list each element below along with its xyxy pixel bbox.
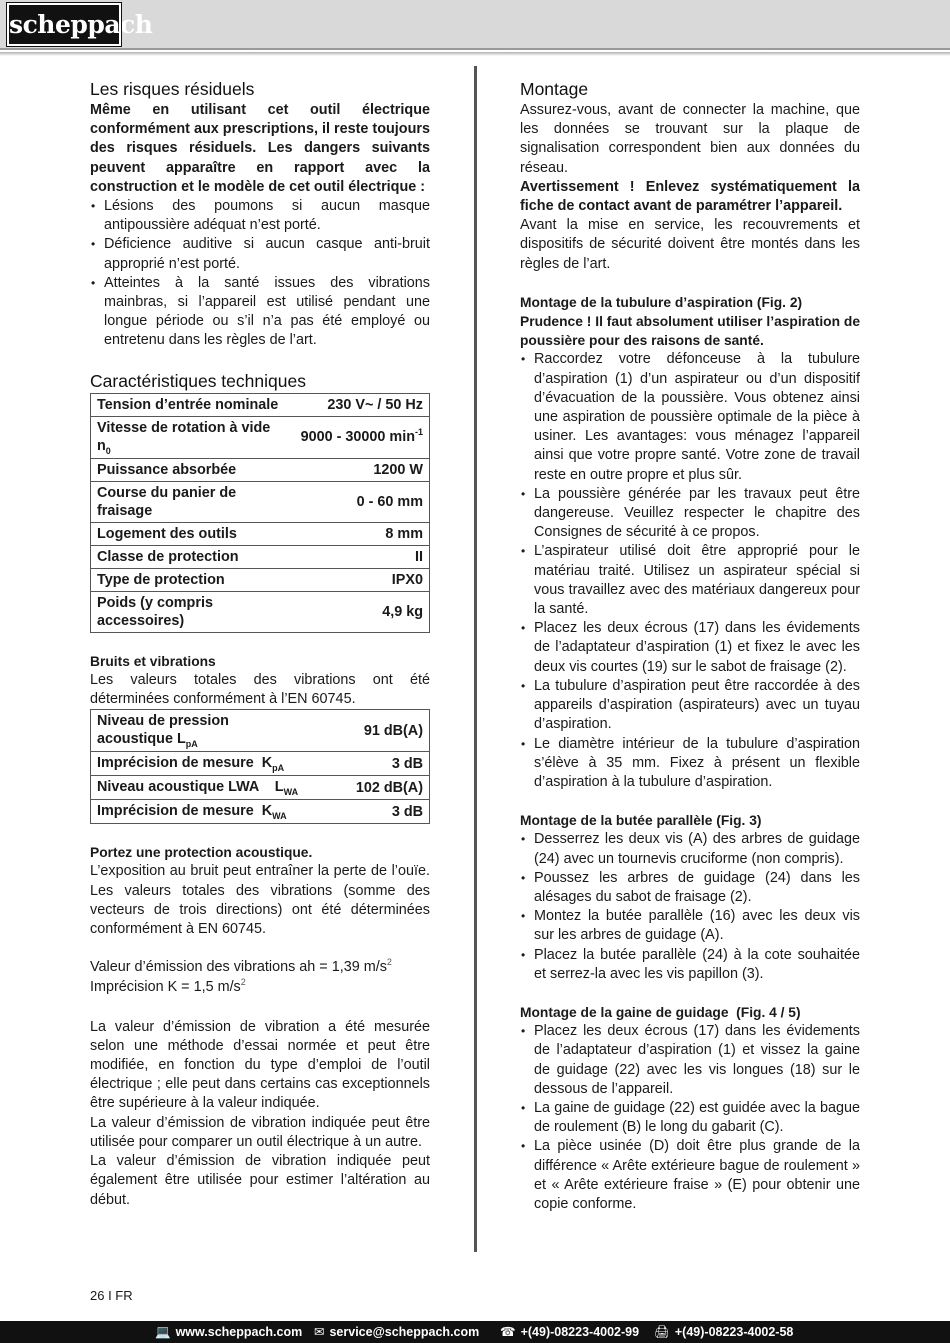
caution-text: Prudence ! Il faut absolument utiliser l’aspiration de poussière pour des raisons de santé. bbox=[520, 314, 860, 349]
section-subtitle: Montage de la butée parallèle (Fig. 3) bbox=[520, 813, 762, 829]
noise-label: Imprécision de mesure $K_{WA}$ bbox=[91, 800, 305, 824]
noise-value: 91 dB(A) bbox=[304, 710, 429, 752]
list-item: • Desserrez les deux vis (A) des arbres de guidage (24) avec un tournevis cruciforme (non compris). bbox=[520, 830, 860, 868]
section-subtitle: Montage de la gaine de guidage (Fig. 4 / 5) bbox=[520, 1004, 801, 1020]
table-row bbox=[91, 752, 430, 776]
section-title: Caractéristiques techniques bbox=[90, 370, 306, 391]
list-item: • Placez la butée parallèle (24) à la cote souhaitée et serrez-la avec les vis papillon (3). bbox=[520, 946, 860, 984]
spec-label: Vitesse de rotation à vide $n_0$ bbox=[91, 416, 291, 458]
page-header bbox=[0, 0, 950, 50]
footer-website[interactable]: 💻 www.scheppach.com bbox=[155, 1321, 302, 1343]
section-subtitle: Bruits et vibrations bbox=[90, 653, 216, 669]
spec-value: 230 V~ / 50 Hz bbox=[291, 393, 430, 416]
section-title: Montage bbox=[520, 79, 589, 99]
spec-value: IPX0 bbox=[291, 568, 430, 591]
section-subtitle: Portez une protection acoustique. bbox=[90, 845, 313, 861]
noise-value: 102 dB(A) bbox=[304, 776, 429, 800]
noise-label: Niveau acoustique LWA $L_{WA}$ bbox=[91, 776, 305, 800]
section-subtitle: Montage de la tubulure d’aspiration (Fig. 2) bbox=[520, 294, 803, 310]
mail-icon: ✉ bbox=[314, 1325, 325, 1339]
table-row bbox=[91, 416, 430, 458]
parallel-stop-list bbox=[520, 830, 860, 984]
left-column bbox=[90, 78, 430, 1210]
parallel-stop-section bbox=[520, 811, 860, 984]
spec-label: Tension d’entrée nominale bbox=[91, 393, 291, 416]
fax-icon: 🖨 bbox=[654, 1325, 670, 1339]
list-item: • Lésions des poumons si aucun masque antipoussière adéquat n’est porté. bbox=[90, 197, 430, 235]
table-row bbox=[91, 522, 430, 545]
list-item: • La gaine de guidage (22) est guidée avec la bague de roulement (B) le long du gabarit (C). bbox=[520, 1099, 860, 1137]
spec-value: 9000 - 30000 $\min^{-1}$ bbox=[291, 416, 430, 458]
table-row bbox=[91, 710, 430, 752]
list-item: • Déficience auditive si aucun casque anti-bruit approprié n’est porté. bbox=[90, 235, 430, 273]
imprecision-value: Imprécision K = 1,5 $m/s^2$ bbox=[90, 977, 246, 996]
paragraph: L’exposition au bruit peut entraîner la perte de l’ouïe. Les valeurs totales des vibrations (somme des vecteurs de trois directions) ont été déterminées conformément à EN 60745. bbox=[90, 863, 430, 938]
noise-table bbox=[90, 709, 430, 824]
footer-phone: ☎ +(49)-08223-4002-99 bbox=[500, 1321, 639, 1343]
page-footer bbox=[0, 1321, 950, 1343]
table-row bbox=[91, 481, 430, 522]
page-number: 26 I FR bbox=[90, 1288, 133, 1303]
guide-sleeve-list bbox=[520, 1022, 860, 1214]
list-item: • Placez les deux écrous (17) dans les évidements de l’adaptateur d’aspiration (1) et fixez le avec les deux vis courtes (19) sur le sabot de fraisage (2). bbox=[520, 619, 860, 677]
guide-sleeve-section bbox=[520, 1003, 860, 1214]
spec-value: II bbox=[291, 545, 430, 568]
list-item: • La pièce usinée (D) doit être plus grande de la différence « Arête extérieure bague de roulement » et « Arête extérieure fraise » (E) pour obtenir une copie conforme. bbox=[520, 1137, 860, 1214]
list-item: • Poussez les arbres de guidage (24) dans les alésages du sabot de fraisage (2). bbox=[520, 869, 860, 907]
table-row bbox=[91, 800, 430, 824]
list-item: • Montez la butée parallèle (16) avec les deux vis sur les arbres de guidage (A). bbox=[520, 907, 860, 945]
list-item: • Atteintes à la santé issues des vibrations mainbras, si l’appareil est utilisé pendant une longue période ou s’il n’a pas été employé ou entretenu dans les règles de l’art. bbox=[90, 274, 430, 351]
emission-value: Valeur d’émission des vibrations ah = 1,39 $m/s^2$ bbox=[90, 957, 392, 976]
spec-value: 4,9 kg bbox=[291, 591, 430, 632]
computer-icon: 💻 bbox=[155, 1325, 171, 1339]
technical-specs-section bbox=[90, 370, 430, 633]
right-column bbox=[520, 78, 860, 1214]
noise-value: 3 dB bbox=[304, 752, 429, 776]
spec-label: Poids (y compris accessoires) bbox=[91, 591, 291, 632]
section-title: Les risques résiduels bbox=[90, 79, 255, 99]
paragraph: La valeur d’émission de vibration indiquée peut également être utilisée pour estimer l’altération au début. bbox=[90, 1153, 430, 1208]
table-row bbox=[91, 545, 430, 568]
paragraph: Avant la mise en service, les recouvrements et dispositifs de sécurité doivent être montés dans les règles de l’art. bbox=[520, 217, 860, 272]
warning-text: Avertissement ! Enlevez systématiquement la fiche de contact avant de paramétrer l’appareil. bbox=[520, 178, 860, 215]
paragraph: La valeur d’émission de vibration a été mesurée selon une méthode d’essai normée et peut être modifiée, en fonction du type d’emploi de l’outil électrique ; elle peut dans certains cas exceptionnels être supérieure à la valeur indiquée. bbox=[90, 1018, 430, 1112]
spec-label: Type de protection bbox=[91, 568, 291, 591]
spec-label: Course du panier de fraisage bbox=[91, 481, 291, 522]
paragraph: Assurez-vous, avant de connecter la machine, que les données se trouvant sur la plaque de signalisation correspondent bien aux données du réseau. bbox=[520, 102, 860, 176]
suction-pipe-section bbox=[520, 293, 860, 792]
list-item: • L’aspirateur utilisé doit être approprié pour le matériau traité. Utilisez un aspirateur spécial si vous travaillez avec des matériaux dangereux pour la santé. bbox=[520, 542, 860, 619]
suction-pipe-list bbox=[520, 350, 860, 792]
noise-value: 3 dB bbox=[304, 800, 429, 824]
table-row bbox=[91, 393, 430, 416]
hearing-protection-section bbox=[90, 843, 430, 1209]
spec-label: Puissance absorbée bbox=[91, 458, 291, 481]
spec-value: 0 - 60 mm bbox=[291, 481, 430, 522]
specs-table bbox=[90, 393, 430, 633]
header-shadow bbox=[0, 52, 950, 56]
spec-label: Classe de protection bbox=[91, 545, 291, 568]
assembly-section bbox=[520, 78, 860, 274]
noise-label: Niveau de pression acoustique $L_{pA}$ bbox=[91, 710, 305, 752]
spec-value: 1200 W bbox=[291, 458, 430, 481]
noise-label: Imprécision de mesure $K_{pA}$ bbox=[91, 752, 305, 776]
paragraph: La valeur d’émission de vibration indiquée peut être utilisée pour comparer un outil électrique à un autre. bbox=[90, 1114, 430, 1150]
list-item: • La poussière générée par les travaux peut être dangereuse. Veuillez respecter le chapitre des Consignes de sécurité à ce propos. bbox=[520, 485, 860, 543]
list-item: • Placez les deux écrous (17) dans les évidements de l’adaptateur d’aspiration (1) et vissez la gaine de guidage (22) avec les vis longues (18) sur le dessous de l’appareil. bbox=[520, 1022, 860, 1099]
footer-fax: 🖨 +(49)-08223-4002-58 bbox=[654, 1321, 793, 1343]
table-row bbox=[91, 591, 430, 632]
list-item: • Le diamètre intérieur de la tubulure d’aspiration s’élève à 35 mm. Fixez à présent un flexible d’aspiration à la tubulure d’aspiration. bbox=[520, 735, 860, 793]
table-row bbox=[91, 568, 430, 591]
residual-risks-section bbox=[90, 78, 430, 351]
column-divider bbox=[474, 66, 477, 1252]
phone-icon: ☎ bbox=[500, 1325, 516, 1339]
table-row bbox=[91, 458, 430, 481]
residual-risks-intro: Même en utilisant cet outil électrique conformément aux prescriptions, il reste toujours des risques résiduels. Les dangers suivants peuvent apparaître en rapport avec la construction et le modèle de cet outil électrique : bbox=[90, 102, 430, 195]
list-item: • La tubulure d’aspiration peut être raccordée à des appareils d’aspiration (aspirateurs) avec un tuyau d’aspiration. bbox=[520, 677, 860, 735]
residual-risks-list bbox=[90, 197, 430, 351]
noise-intro: Les valeurs totales des vibrations ont été déterminées conformément à l’EN 60745. bbox=[90, 671, 430, 708]
list-item: • Raccordez votre défonceuse à la tubulure d’aspiration (1) d’un aspirateur ou d’un dispositif d’évacuation de la poussière. Vous obtenez ainsi une aspiration de poussière optimale de la pièce à usiner. Les avantages: vous ménagez l’appareil ainsi que votre propre santé. Votre zone de travail reste en outre propre et plus sûr. bbox=[520, 350, 860, 484]
spec-label: Logement des outils bbox=[91, 522, 291, 545]
noise-vibration-section bbox=[90, 652, 430, 825]
table-row bbox=[91, 776, 430, 800]
brand-logo: scheppach bbox=[7, 3, 121, 46]
spec-value: 8 mm bbox=[291, 522, 430, 545]
footer-email[interactable]: ✉ service@scheppach.com bbox=[314, 1321, 479, 1343]
